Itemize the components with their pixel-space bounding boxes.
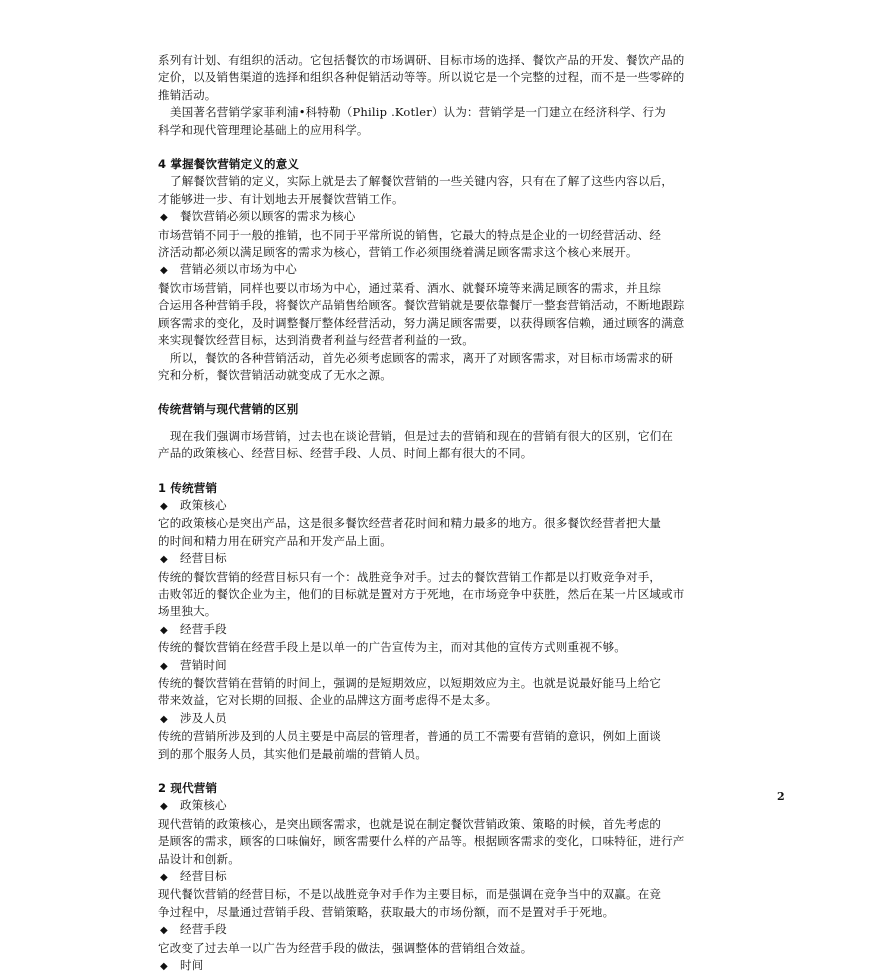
bullet-item [158,957,758,975]
bullet-label: 政策核心 [180,798,227,813]
text-line: 的时间和精力用在研究产品和开发产品上面。 [158,533,392,548]
bullet-item [158,657,758,675]
bullet-item [158,868,758,886]
text-line: 它的政策核心是突出产品，这是很多餐饮经营者花时间和精力最多的地方。很多餐饮经营者把大量 [158,516,662,531]
bullet-label: 经营手段 [180,621,227,636]
section-heading: 4 掌握餐饮营销定义的意义 [158,157,300,172]
bullet-item [158,621,758,639]
text-line: 场里独大。 [158,604,217,619]
text-line: 产品的政策核心、经营目标、经营手段、人员、时间上都有很大的不同。 [158,446,533,461]
text-line: 推销活动。 [158,87,217,102]
text-line: 传统的餐饮营销在营销的时间上，强调的是短期效应，以短期效应为主。也就是说最好能马上给它 [158,676,662,690]
text-line: 了解餐饮营销的定义，实际上就是去了解餐饮营销的一些关键内容，只有在了解了这些内容以后， [170,174,674,189]
diamond-bullet-icon: ◆ [160,872,168,884]
text-line: 传统的餐饮营销在经营手段上是以单一的广告宣传为主，而对其他的宣传方式则重视不够。 [158,640,626,655]
section-heading: 1 传统营销 [158,480,218,495]
diamond-bullet-icon: ◆ [160,554,168,566]
text-line: 是顾客的需求，顾客的口味偏好，顾客需要什么样的产品等。根据顾客需求的变化，口味特征，进行产 [158,834,685,849]
intro-paragraph [158,52,758,139]
spacer [158,463,758,480]
spacer [158,139,758,156]
bullet-label: 政策核心 [180,497,227,512]
diamond-bullet-icon: ◆ [160,961,168,973]
diamond-bullet-icon: ◆ [160,265,168,277]
text-line: 系列有计划、有组织的活动。它包括餐饮的市场调研、目标市场的选择、餐饮产品的开发、餐饮产品的 [158,53,685,67]
bullet-item [158,550,758,568]
bullet-label: 经营目标 [180,869,227,884]
bullet-label: 经营手段 [180,922,227,937]
spacer [158,419,758,428]
text-line: 传统的餐饮营销的经营目标只有一个：战胜竞争对手。过去的餐饮营销工作都是以打败竞争对手， [158,569,662,584]
text-line: 才能够进一步、有计划地去开展餐饮营销工作。 [158,191,404,206]
bullet-item [158,710,758,728]
bullet-item [158,797,758,815]
text-line: 现代营销的政策核心，是突出顾客需求，也就是说在制定餐饮营销政策、策略的时候，首先考虑的 [158,816,662,831]
section-heading: 传统营销与现代营销的区别 [158,402,299,417]
text-line: 科学和现代管理理论基础上的应用科学。 [158,122,369,137]
text-line: 现代餐饮营销的经营目标，不是以战胜竞争对手作为主要目标，而是强调在竞争当中的双赢。在竞 [158,887,662,902]
diamond-bullet-icon: ◆ [160,801,168,813]
bullet-label: 经营目标 [180,551,227,566]
diamond-bullet-icon: ◆ [160,713,168,725]
bullet-label: 涉及人员 [180,710,227,725]
bullet-item [158,497,758,515]
text-line: 合运用各种营销手段，将餐饮产品销售给顾客。餐饮营销就是要依靠餐厅一整套营销活动，不断地跟踪 [158,298,685,313]
text-line: 品设计和创新。 [158,851,240,866]
section-heading: 2 现代营销 [158,781,218,796]
text-line: 它改变了过去单一以广告为经营手段的做法，强调整体的营销组合效益。 [158,940,533,955]
text-line: 济活动都必须以满足顾客的需求为核心，营销工作必须围绕着满足顾客需求这个核心来展开。 [158,245,638,260]
diamond-bullet-icon: ◆ [160,624,168,636]
spacer [158,384,758,401]
text-line: 美国著名营销学家菲利浦•科特勒（Philip .Kotler）认为：营销学是一门建立在经济科学、行为 [170,105,666,120]
text-line: 传统的营销所涉及到的人员主要是中高层的管理者，普通的员工不需要有营销的意识，例如上面谈 [158,729,662,744]
text-line: 争过程中，尽量通过营销手段、营销策略，获取最大的市场份额，而不是置对手于死地。 [158,904,615,919]
bullet-label: 餐饮营销必须以顾客的需求为核心 [180,209,356,224]
diamond-bullet-icon: ◆ [160,660,168,672]
bullet-item [158,208,758,226]
bullet-item [158,921,758,939]
bullet-label: 时间 [180,958,204,973]
bullet-label: 营销必须以市场为中心 [180,262,297,277]
text-line: 现在我们强调市场营销，过去也在谈论营销，但是过去的营销和现在的营销有很大的区别，它们在 [170,428,674,443]
page-content [158,52,758,976]
diamond-bullet-icon: ◆ [160,212,168,224]
text-line: 到的那个服务人员，其实他们是最前端的营销人员。 [158,746,428,761]
diamond-bullet-icon: ◆ [160,925,168,937]
page-number: 2 [777,790,785,803]
text-line: 来实现餐饮经营目标，达到消费者利益与经营者利益的一致。 [158,333,474,348]
text-line: 市场营销不同于一般的推销，也不同于平常所说的销售，它最大的特点是企业的一切经营活动、经 [158,227,662,242]
bullet-item [158,261,758,279]
bullet-label: 营销时间 [180,657,227,672]
text-line: 击败邻近的餐饮企业为主，他们的目标就是置对方于死地，在市场竞争中获胜，然后在某一片区域或市 [158,586,685,601]
text-line: 所以，餐饮的各种营销活动，首先必须考虑顾客的需求，离开了对顾客需求，对目标市场需求的研 [170,350,674,365]
spacer [158,763,758,780]
text-line: 定价，以及销售渠道的选择和组织各种促销活动等等。所以说它是一个完整的过程，而不是一些零碎的 [158,70,685,85]
text-line: 顾客需求的变化，及时调整餐厅整体经营活动，努力满足顾客需要，以获得顾客信赖，通过顾客的满意 [158,315,685,330]
text-line: 带来效益，它对长期的回报、企业的品牌这方面考虑得不是太多。 [158,693,498,708]
diamond-bullet-icon: ◆ [160,500,168,512]
text-line: 究和分析，餐饮营销活动就变成了无水之源。 [158,367,392,382]
text-line: 餐饮市场营销，同样也要以市场为中心，通过菜肴、酒水、就餐环境等来满足顾客的需求，并且综 [158,280,662,295]
